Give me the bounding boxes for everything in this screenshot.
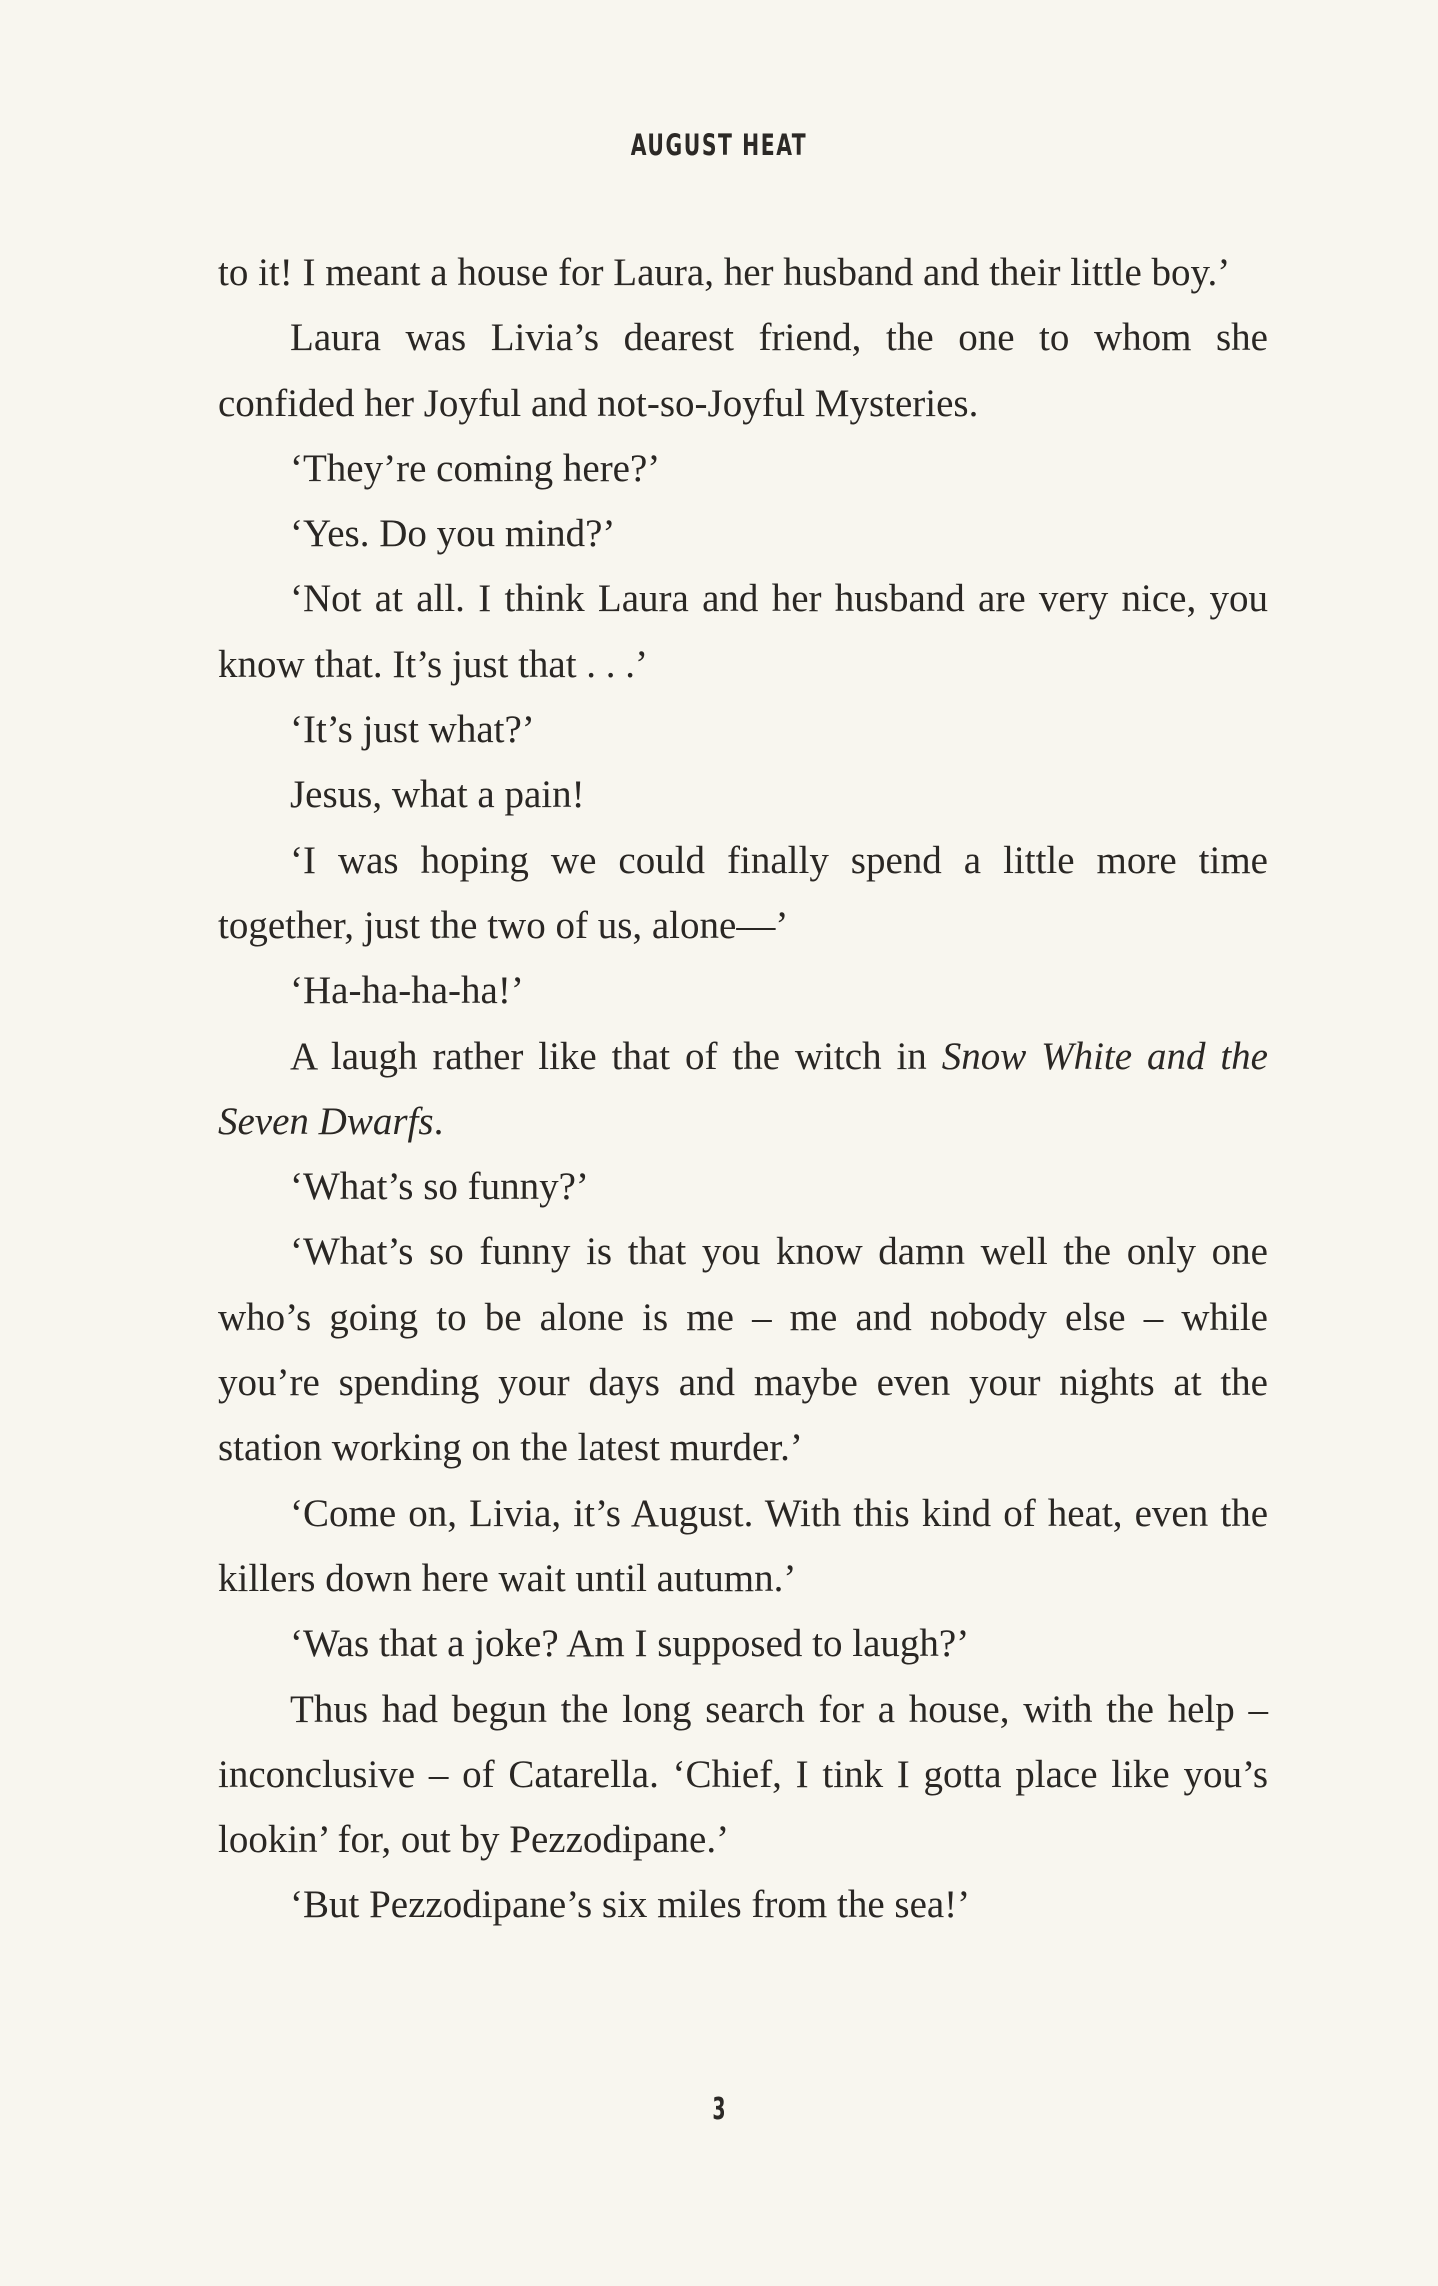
paragraph [218, 1481, 1268, 1612]
paragraph [218, 1219, 1268, 1480]
body-text [218, 240, 1268, 1938]
paragraph [218, 1872, 1268, 1937]
paragraph [218, 1154, 1268, 1219]
text-run: Laura was Livia’s dearest friend, the one to whom she confided her Joyful and not-so-Joyful Mysteries. [218, 316, 1268, 425]
paragraph [218, 501, 1268, 566]
text-run: ‘But Pezzodipane’s six miles from the sea!’ [290, 1883, 971, 1927]
paragraph [218, 828, 1268, 959]
paragraph [218, 762, 1268, 827]
text-run: Thus had begun the long search for a house, with the help – inconclusive – of Catarella. ‘Chief, I tink I gotta place like you’s lookin’ for, out by Pezzodipane.’ [218, 1687, 1268, 1862]
paragraph [218, 958, 1268, 1023]
text-run: to it! I meant a house for Laura, her husband and their little boy.’ [218, 251, 1231, 294]
paragraph [218, 1677, 1268, 1873]
paragraph [218, 436, 1268, 501]
paragraph [218, 1611, 1268, 1676]
italic-title: Snow White and the Seven Dwarfs [218, 1034, 1268, 1143]
paragraph [218, 1024, 1268, 1155]
text-run: Jesus, what a pain! [290, 773, 585, 817]
text-run: A laugh rather like that of the witch in [290, 1034, 942, 1078]
text-run: ‘Was that a joke? Am I supposed to laugh?’ [290, 1622, 970, 1666]
text-run: ‘Not at all. I think Laura and her husband are very nice, you know that. It’s just that . . .’ [218, 577, 1268, 686]
text-run: ‘Ha-ha-ha-ha!’ [290, 969, 524, 1013]
paragraph [218, 240, 1268, 305]
text-run: ‘Come on, Livia, it’s August. With this kind of heat, even the killers down here wait until autumn.’ [218, 1491, 1268, 1600]
running-head: AUGUST HEAT [630, 128, 808, 162]
text-run: ‘What’s so funny is that you know damn well the only one who’s going to be alone is me – me and nobody else – while you’re spending your days and maybe even your nights at the station working on the latest murder.’ [218, 1230, 1268, 1470]
paragraph [218, 566, 1268, 697]
text-run: ‘What’s so funny?’ [290, 1165, 589, 1209]
text-run: . [433, 1099, 444, 1143]
text-run: ‘Yes. Do you mind?’ [290, 512, 616, 556]
text-run: ‘I was hoping we could finally spend a little more time together, just the two of us, alone—’ [218, 838, 1268, 947]
page-number: 3 [712, 2092, 726, 2127]
text-run: ‘It’s just what?’ [290, 708, 535, 752]
text-run: ‘They’re coming here?’ [290, 446, 661, 490]
paragraph [218, 305, 1268, 436]
paragraph [218, 697, 1268, 762]
